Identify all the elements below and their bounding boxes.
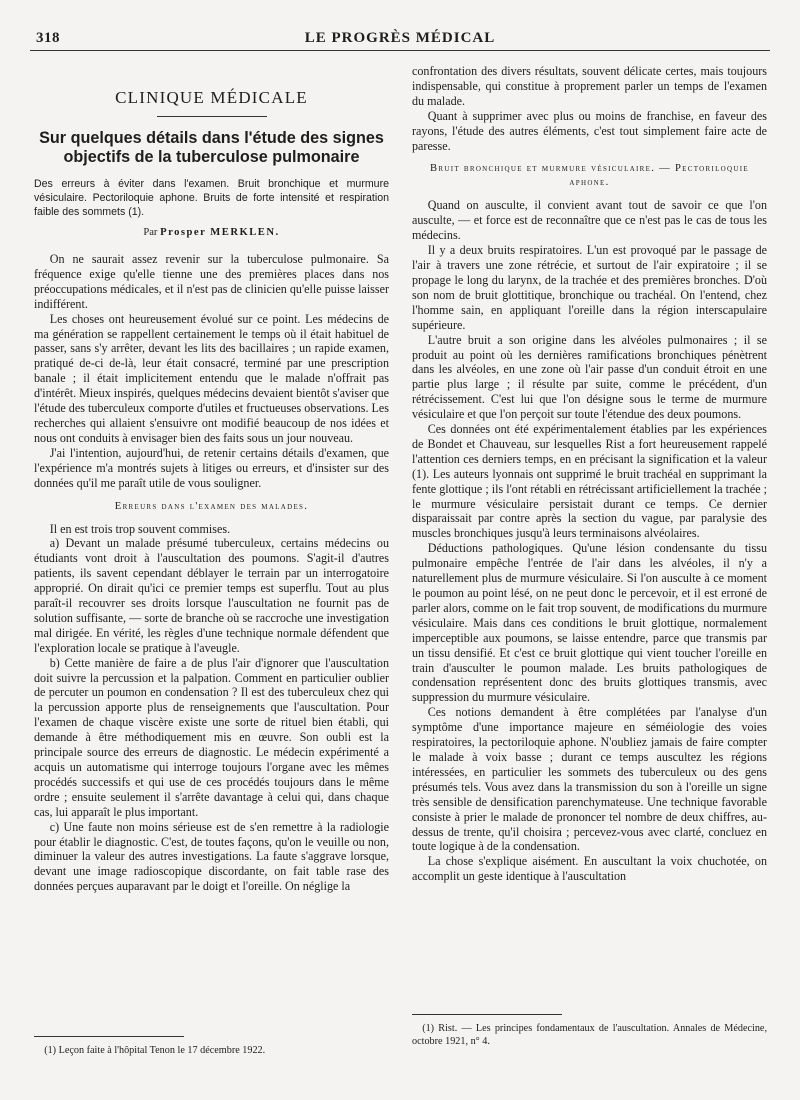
section-title: CLINIQUE MÉDICALE [115,88,308,107]
paragraph: Quand on ausculte, il convient avant tout de savoir ce que l'on ausculte, — et force est de reconnaître que ce n'est pas le cas de tous les médecins. [412,198,767,243]
paragraph: Quant à supprimer avec plus ou moins de franchise, en faveur des rayons, l'étude des autres éléments, c'est tout simplement faire acte de paresse. [412,108,767,153]
footnote-rule-right [412,1014,562,1015]
byline [34,227,389,238]
paragraph: Il y a deux bruits respiratoires. L'un est provoqué par le passage de l'air à travers une zone rétrécie, et surtout de l'air expiratoire ; il se propage le long du larynx, de la trachée et des premières bronches. D'où son nom de bruit glottitique, bronchique ou trachéal. On l'entend, chez l'homme sain, en appliquant l'oreille dans la région interscapulaire supérieure. [412,243,767,332]
left-column [34,64,389,1038]
paragraph: On ne saurait assez revenir sur la tuberculose pulmonaire. Sa fréquence exige qu'elle tienne une des premières places dans nos préoccupations médicales, et il n'est pas de clinicien qu'elle puisse laisser indifférent. [34,252,389,311]
article-subtitle: Des erreurs à éviter dans l'examen. Bruit bronchique et murmure vésiculaire. Pectoriloquie aphone. Bruits de forte intensité et respiration faible des sommets (1). [34,178,389,218]
section-title-rule [157,116,267,117]
paragraph: c) Une faute non moins sérieuse est de s'en remettre à la radiologie pour établir le diagnostic. C'est, de toutes façons, qu'on le veuille ou non, diminuer la valeur des autres investigations. La faute s'aggrave lorsque, devant une image radioscopique discordante, on fait table rase des données perçues auparavant par le doigt et l'oreille. On néglige la [34,819,389,894]
footnote-left: (1) Leçon faite à l'hôpital Tenon le 17 décembre 1922. [44,1045,266,1056]
footnote-rule-left [34,1036,184,1037]
page-number: 318 [36,30,60,46]
byline-prefix: Par [143,227,158,238]
author-name: Prosper MERKLEN. [160,227,280,238]
paragraph: a) Devant un malade présumé tuberculeux, certains médecins ou étudiants vont droit à l'auscultation des poumons. S'agit-il d'autres patients, ils savent cependant déblayer le terrain par un interrogatoire approprié. On dirait qu'ici ce premier temps est superflu. Tout au plus paraît-il recouvrer ses droits lorsque l'auscultation ne fournit pas de solution suffisante, — sorte de branche où se raccroche une investigation mal dirigée. En vérité, les règles d'une technique normale défendent que l'exploration locale se pratique à l'aveugle. [34,536,389,655]
subhead-errors: Erreurs dans l'examen des malades. [114,500,309,512]
running-head: LE PROGRÈS MÉDICAL [304,30,496,46]
article-title: Sur quelques détails dans l'étude des signes objectifs de la tuberculose pulmonaire [39,129,384,166]
subhead-bruit-bronchique: Bruit bronchique et murmure vésiculaire. — Pectoriloquie aphone. [430,163,749,189]
paragraph: J'ai l'intention, aujourd'hui, de retenir certains détails d'examen, que l'expérience m'a montrés sujets à litiges ou erreurs, et d'insister sur des données qu'il me paraît utile de vous souligner. [34,445,389,490]
paragraph: L'autre bruit a son origine dans les alvéoles pulmonaires ; il se produit au point où les dernières ramifications bronchiques pénètrent dans les alvéoles, en une zone où l'air passe d'un conduit étroit en une partie plus large ; il résulte par suite, comme le précédent, d'un rétrécissement. C'est lui que l'on désigne sous le terme de murmure vésiculaire et que l'on perçoit sur toute l'étendue des deux poumons. [412,332,767,422]
paragraph: La chose s'explique aisément. En auscultant la voix chuchotée, on accomplit un geste identique à l'auscultation [412,854,767,884]
paragraph: Ces notions demandent à être complétées par l'analyse d'un symptôme d'une importance majeure en séméiologie des voies respiratoires, la pectoriloquie aphone. N'oubliez jamais de faire compter le malade à voix basse ; durant ce temps auscultez les régions intéressées, en particulier les sommets des tuberculeux ou des gens présumés tels. Vous avez dans la transmission du son à l'oreille un signe très sensible de densification parenchymateuse. Une technique favorable consiste à prier le malade de prononcer tel nombre de deux chiffres, au-dessus de trente, qu'il choisira ; percevez-vous avec clarté, concluez en toute logique à de la condensation. [412,705,767,854]
right-column [412,64,767,1038]
paragraph: Ces données ont été expérimentalement établies par les expériences de Bondet et Chauveau, sur lesquelles Rist a fort heureusement rappelé l'attention ces derniers temps, en en précisant la signification et la valeur (1). Les auteurs lyonnais ont supprimé le bruit trachéal en supprimant la fente glottique ; ils l'ont rétabli en rétrécissant artificiellement la trachée ; le murmure vésiculaire persistait durant ce temps. Ce dernier disparaissait par contre après la section du vague, par paralysie des muscles bronchiques jusqu'à leurs terminaisons alvéolaires. [412,422,767,541]
paragraph: Les choses ont heureusement évolué sur ce point. Les médecins de ma génération se rappellent certainement le temps où il était habituel de passer, sans s'y arrêter, devant les lits des bacillaires ; un rapide examen, pratiqué de-ci de-là, leur était consacré, terminé par une prescription banale ; il était implicitement entendu que le malade n'offrait pas d'intérêt. Mieux inspirés, quelques médecins devaient bientôt s'aviser que l'étude des tuberculeux comporte d'utiles et fructueuses observations. Les recherches qui allaient s'ensuivre ont modifié beaucoup de nos idées et nous ont conduits à envisager bien des faits sous un jour nouveau. [34,311,389,445]
paragraph: Déductions pathologiques. Qu'une lésion condensante du tissu pulmonaire empêche l'entrée de l'air dans les alvéoles, il n'y a naturellement plus de murmure vésiculaire. Si l'on ausculte à ce moment le poumon au point lésé, on ne peut donc le percevoir, et il est erroné de parler alors, comme on le fait trop souvent, de modifications du murmure vésiculaire. Mais dans ces conditions le bruit glottique, normalement imperceptible aux poumons, se laisse entendre, parce que transmis par un tissu densifié. Et c'est ce bruit glottique qui vient toucher l'oreille en train d'ausculter le poumon malade. Les bruits pathologiques de condensation représentent donc des bruits glottiques transmis, avec suppression du murmure vésiculaire. [412,541,767,705]
page-header [30,26,770,51]
paragraph: Il en est trois trop souvent commises. [49,521,231,536]
paragraph: b) Cette manière de faire a de plus l'air d'ignorer que l'auscultation doit suivre la percussion et la palpation. Comment en particulier oublier de percuter un poumon en condensation ? Il est des tuberculeux chez qui la percussion apporte plus de renseignements que l'auscultation. Pour l'examen de chaque viscère existe une sorte de rituel bien établi, qui demande à être méthodiquement mis en œuvre. Son oubli est la principale source des erreurs de diagnostic. Le médecin expérimenté a acquis un automatisme qui interroge toujours l'organe avec les mêmes procédés successifs et qui use de ces procédés toujours dans le même ordre ; ensuite seulement il s'arrête davantage à celui qui, dans chaque cas, lui apparaît le plus important. [34,655,389,819]
paragraph: confrontation des divers résultats, souvent délicate certes, mais toujours indispensable, qui constitue à proprement parler un temps de l'examen du malade. [412,64,767,108]
footnote-right: (1) Rist. — Les principes fondamentaux de l'auscultation. Annales de Médecine, octobre 1921, n° 4. [412,1023,767,1047]
